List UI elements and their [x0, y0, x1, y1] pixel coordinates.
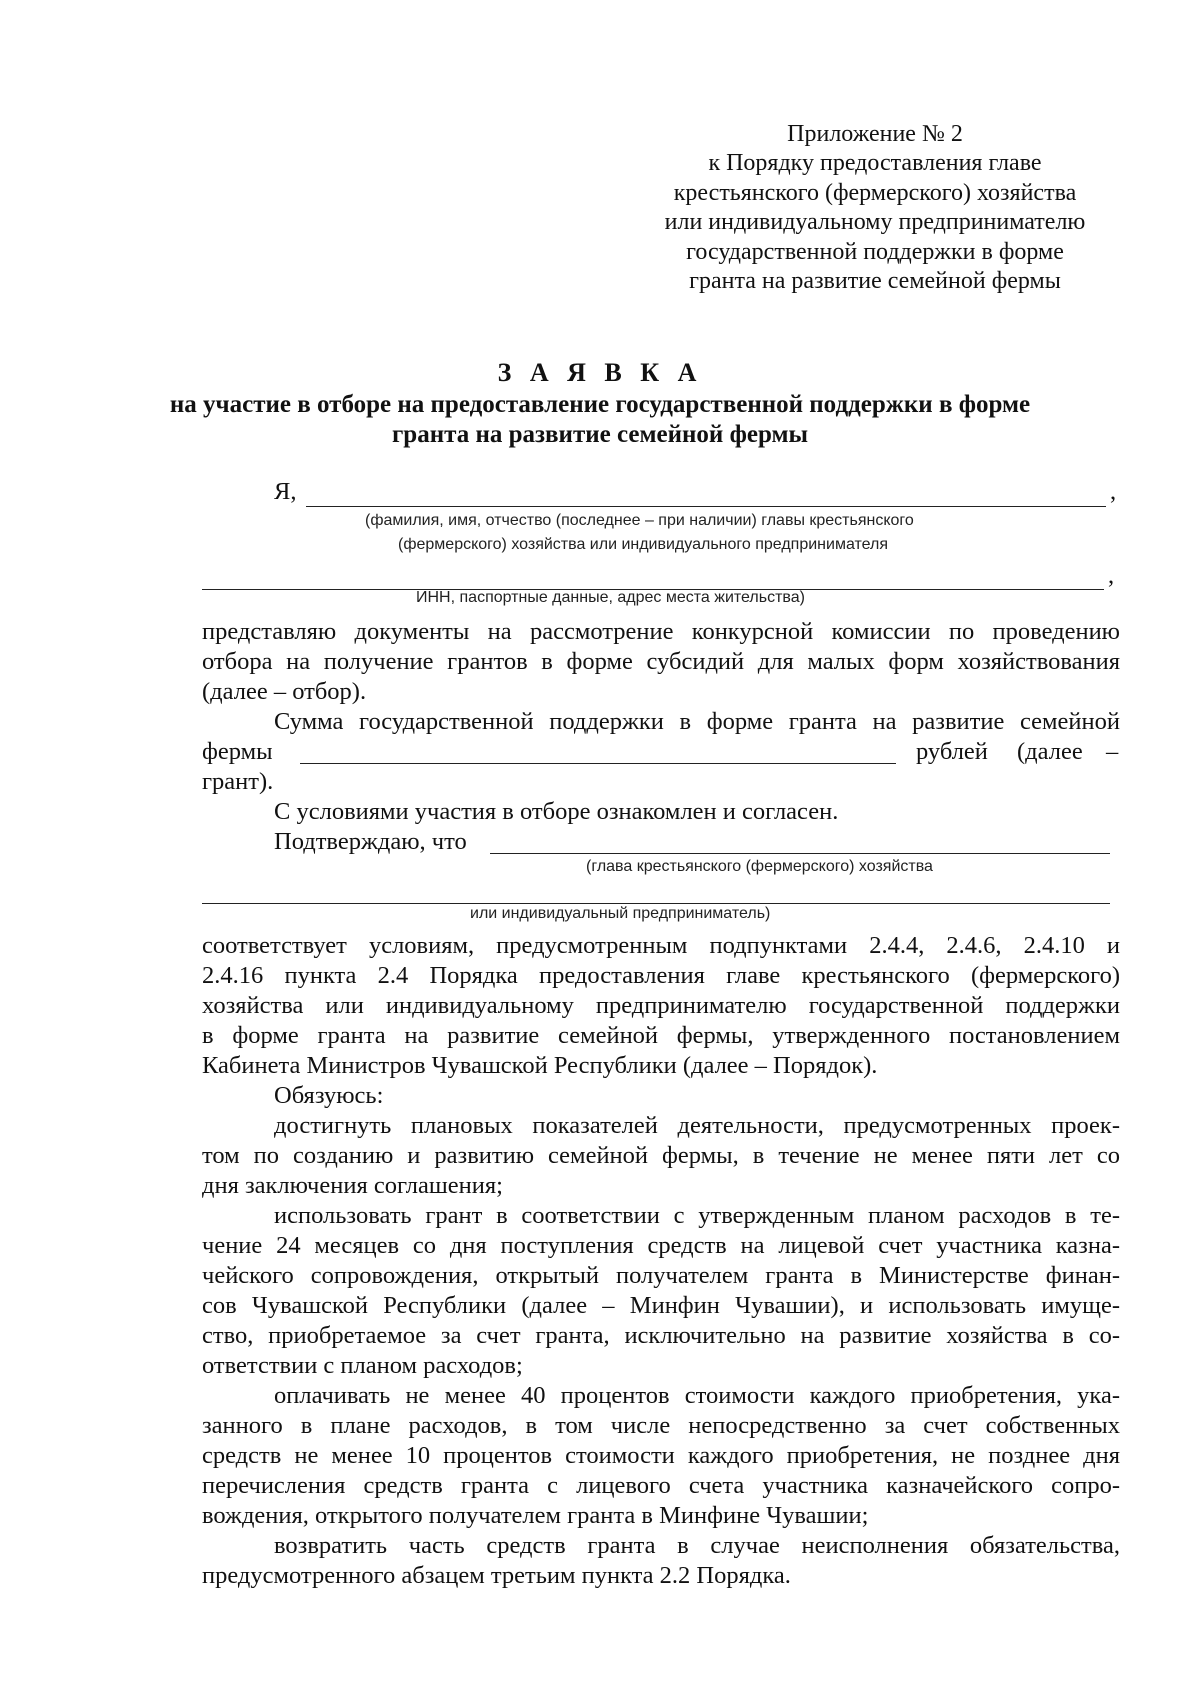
- obligations-heading: Обязуюсь:: [274, 1082, 384, 1109]
- fio-note: (фермерского) хозяйства или индивидуального предпринимателя: [398, 536, 888, 553]
- paragraph-line: Кабинета Министров Чувашской Республики (далее – Порядок).: [202, 1052, 878, 1079]
- inn-note: ИНН, паспортные данные, адрес места жительства): [416, 589, 805, 606]
- ip-note: или индивидуальный предприниматель): [470, 905, 771, 922]
- paragraph-line: хозяйства или индивидуальному предпринимателю государственной поддержки: [202, 992, 1120, 1019]
- paragraph-line: чение 24 месяцев со дня поступления средств на лицевой счет участника казна-: [202, 1232, 1120, 1259]
- paragraph-line: Сумма государственной поддержки в форме гранта на развитие семейной: [274, 708, 1120, 735]
- paragraph-line: представляю документы на рассмотрение конкурсной комиссии по проведению: [202, 618, 1120, 645]
- appendix-header: [640, 120, 1110, 296]
- paragraph-line: сов Чувашской Республики (далее – Минфин Чувашии), и использовать имуще-: [202, 1292, 1120, 1319]
- appendix-line: к Порядку предоставления главе: [708, 150, 1042, 177]
- paragraph-line: занного в плане расходов, в том числе непосредственно за счет собственных: [202, 1412, 1120, 1439]
- paragraph-line: достигнуть плановых показателей деятельности, предусмотренных проек-: [274, 1112, 1120, 1139]
- paragraph-line: возвратить часть средств гранта в случае неисполнения обязательства,: [274, 1532, 1120, 1559]
- confirm-label: Подтверждаю, что: [274, 828, 467, 855]
- paragraph-line: 2.4.16 пункта 2.4 Порядка предоставления главе крестьянского (фермерского): [202, 962, 1120, 989]
- appendix-line: крестьянского (фермерского) хозяйства: [673, 179, 1077, 206]
- document-title: З А Я В К А: [497, 358, 703, 387]
- sum-dalee-label: (далее: [1017, 738, 1083, 765]
- appendix-line: гранта на развитие семейной фермы: [689, 268, 1061, 295]
- comma: ,: [1110, 478, 1117, 505]
- paragraph-line: дня заключения соглашения;: [202, 1172, 503, 1199]
- paragraph-line: оплачивать не менее 40 процентов стоимости каждого приобретения, ука-: [274, 1382, 1120, 1409]
- appendix-line: Приложение № 2: [787, 121, 963, 147]
- comma: ,: [1108, 562, 1115, 589]
- appendix-line: государственной поддержки в форме: [686, 238, 1064, 265]
- paragraph-line: вождения, открытого получателем гранта в Минфине Чувашии;: [202, 1502, 869, 1529]
- appendix-line: или индивидуальному предпринимателю: [664, 209, 1086, 236]
- paragraph-line: предусмотренного абзацем третьим пункта 2.2 Порядка.: [202, 1562, 791, 1589]
- paragraph-line: ответствии с планом расходов;: [202, 1352, 523, 1379]
- paragraph-line: чейского сопровождения, открытый получателем гранта в Министерстве финан-: [202, 1262, 1120, 1289]
- paragraph-line: перечисления средств гранта с лицевого счета участника казначейского сопро-: [202, 1472, 1120, 1499]
- ya-label: Я,: [274, 478, 297, 505]
- paragraph-line: средств не менее 10 процентов стоимости каждого приобретения, не позднее дня: [202, 1442, 1120, 1469]
- sum-dash: –: [1106, 738, 1119, 765]
- sum-rub-label: рублей: [916, 738, 988, 765]
- fio-blank-line[interactable]: [306, 506, 1106, 507]
- sum-farm-label: фермы: [202, 738, 273, 765]
- paragraph-line: том по созданию и развитию семейной фермы, в течение не менее пяти лет со: [202, 1142, 1120, 1169]
- paragraph-line: ство, приобретаемое за счет гранта, исключительно на развитие хозяйства в со-: [202, 1322, 1120, 1349]
- document-subtitle-line: на участие в отборе на предоставление государственной поддержки в форме: [169, 391, 1031, 418]
- sum-blank-line[interactable]: [300, 763, 896, 764]
- confirm-blank-line-2[interactable]: [202, 903, 1110, 904]
- confirm-blank-line[interactable]: [490, 853, 1110, 854]
- paragraph-line: соответствует условиям, предусмотренным подпунктами 2.4.4, 2.4.6, 2.4.10 и: [202, 932, 1120, 959]
- paragraph-line: грант).: [202, 768, 274, 795]
- head-note: (глава крестьянского (фермерского) хозяйства: [586, 858, 933, 875]
- paragraph-line: С условиями участия в отборе ознакомлен и согласен.: [274, 798, 839, 825]
- paragraph-line: отбора на получение грантов в форме субсидий для малых форм хозяйствования: [202, 648, 1120, 675]
- document-subtitle-line: гранта на развитие семейной фермы: [391, 421, 809, 448]
- fio-note: (фамилия, имя, отчество (последнее – при наличии) главы крестьянского: [365, 512, 914, 529]
- paragraph-line: (далее – отбор).: [202, 678, 367, 705]
- paragraph-line: использовать грант в соответствии с утвержденным планом расходов в те-: [274, 1202, 1120, 1229]
- paragraph-line: в форме гранта на развитие семейной фермы, утвержденного постановлением: [202, 1022, 1120, 1049]
